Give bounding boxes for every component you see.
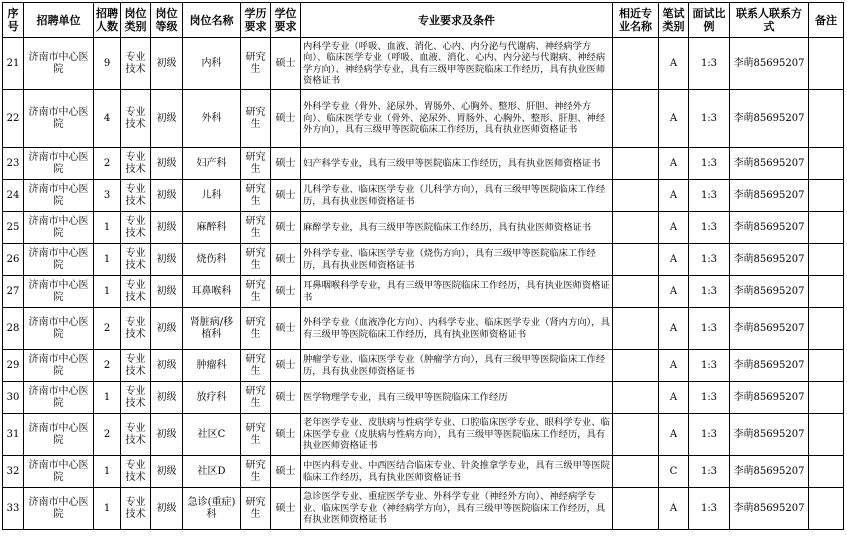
- cell-note: [809, 212, 844, 244]
- cell-requirement: 外科学专业（骨外、泌尿外、胃肠外、心胸外、整形、肝胆、神经外方向）、临床医学专业（骨外、泌尿外、胃肠外、心胸外、整形、肝胆、神经外方向），具有三级甲等医院临床工作经历，具有执业医师资格证书: [301, 90, 613, 148]
- cell-ratio: 1:3: [689, 350, 730, 382]
- cell-contact: 李萌85695207: [730, 38, 809, 90]
- cell-seq: 33: [3, 488, 24, 530]
- recruitment-table: [2, 2, 844, 530]
- cell-seq: 23: [3, 148, 24, 180]
- cell-requirement: 耳鼻咽喉科学专业，具有三级甲等医院临床工作经历，具有执业医师资格证书: [301, 276, 613, 308]
- cell-level: 初级: [151, 350, 183, 382]
- cell-seq: 30: [3, 382, 24, 414]
- cell-count: 2: [94, 308, 121, 350]
- cell-exam: A: [659, 212, 689, 244]
- cell-ratio: 1:3: [689, 90, 730, 148]
- cell-exam: A: [659, 180, 689, 212]
- cell-related: [613, 244, 659, 276]
- cell-category: 专业技术: [121, 38, 151, 90]
- col-related: 相近专业名称: [613, 3, 659, 38]
- cell-exam: A: [659, 148, 689, 180]
- cell-category: 专业技术: [121, 244, 151, 276]
- table-row: [3, 38, 844, 90]
- table-row: [3, 414, 844, 456]
- cell-category: 专业技术: [121, 276, 151, 308]
- table-row: [3, 148, 844, 180]
- cell-contact: 李萌85695207: [730, 276, 809, 308]
- cell-exam: A: [659, 350, 689, 382]
- cell-level: 初级: [151, 148, 183, 180]
- cell-note: [809, 308, 844, 350]
- cell-related: [613, 148, 659, 180]
- col-count: 招聘人数: [94, 3, 121, 38]
- cell-related: [613, 488, 659, 530]
- cell-category: 专业技术: [121, 456, 151, 488]
- cell-position: 耳鼻喉科: [183, 276, 241, 308]
- cell-note: [809, 276, 844, 308]
- cell-related: [613, 90, 659, 148]
- table-row: [3, 350, 844, 382]
- cell-contact: 李萌85695207: [730, 414, 809, 456]
- cell-level: 初级: [151, 456, 183, 488]
- cell-related: [613, 276, 659, 308]
- cell-note: [809, 456, 844, 488]
- cell-edu: 研究生: [241, 414, 271, 456]
- cell-requirement: 儿科学专业、临床医学专业（儿科学方向），具有三级甲等医院临床工作经历，具有执业医师资格证书: [301, 180, 613, 212]
- cell-seq: 25: [3, 212, 24, 244]
- cell-edu: 研究生: [241, 180, 271, 212]
- cell-edu: 研究生: [241, 244, 271, 276]
- cell-degree: 硕士: [271, 148, 301, 180]
- cell-category: 专业技术: [121, 382, 151, 414]
- cell-seq: 28: [3, 308, 24, 350]
- cell-unit: 济南市中心医院: [24, 456, 94, 488]
- cell-ratio: 1:3: [689, 414, 730, 456]
- cell-note: [809, 488, 844, 530]
- cell-position: 肾脏病/移植科: [183, 308, 241, 350]
- cell-unit: 济南市中心医院: [24, 414, 94, 456]
- cell-position: 妇产科: [183, 148, 241, 180]
- cell-contact: 李萌85695207: [730, 488, 809, 530]
- cell-ratio: 1:3: [689, 180, 730, 212]
- cell-category: 专业技术: [121, 180, 151, 212]
- cell-contact: 李萌85695207: [730, 382, 809, 414]
- table-header: [3, 3, 844, 38]
- cell-unit: 济南市中心医院: [24, 148, 94, 180]
- cell-contact: 李萌85695207: [730, 148, 809, 180]
- cell-count: 4: [94, 90, 121, 148]
- cell-note: [809, 38, 844, 90]
- cell-unit: 济南市中心医院: [24, 212, 94, 244]
- cell-requirement: 老年医学专业、皮肤病与性病学专业、口腔临床医学专业、眼科学专业、临床医学专业（皮肤病与性病方向），具有三级甲等医院临床工作经历，具有执业医师资格证书: [301, 414, 613, 456]
- cell-level: 初级: [151, 244, 183, 276]
- table-row: [3, 488, 844, 530]
- cell-exam: A: [659, 382, 689, 414]
- table-row: [3, 180, 844, 212]
- col-note: 备注: [809, 3, 844, 38]
- cell-ratio: 1:3: [689, 244, 730, 276]
- col-degree: 学位要求: [271, 3, 301, 38]
- cell-count: 2: [94, 148, 121, 180]
- cell-level: 初级: [151, 276, 183, 308]
- cell-seq: 22: [3, 90, 24, 148]
- cell-count: 2: [94, 350, 121, 382]
- table-body: [3, 38, 844, 530]
- cell-requirement: 急诊医学专业、重症医学专业、外科学专业（神经外方向）、神经病学专业、临床医学专业（神经病学方向），具有三级甲等医院临床工作经历，具有执业医师资格证书: [301, 488, 613, 530]
- cell-edu: 研究生: [241, 276, 271, 308]
- cell-unit: 济南市中心医院: [24, 488, 94, 530]
- cell-edu: 研究生: [241, 456, 271, 488]
- cell-position: 烧伤科: [183, 244, 241, 276]
- cell-level: 初级: [151, 212, 183, 244]
- cell-contact: 李萌85695207: [730, 180, 809, 212]
- cell-unit: 济南市中心医院: [24, 180, 94, 212]
- cell-degree: 硕士: [271, 414, 301, 456]
- cell-edu: 研究生: [241, 382, 271, 414]
- cell-edu: 研究生: [241, 488, 271, 530]
- cell-exam: C: [659, 456, 689, 488]
- cell-note: [809, 244, 844, 276]
- cell-category: 专业技术: [121, 414, 151, 456]
- cell-seq: 32: [3, 456, 24, 488]
- table-row: [3, 212, 844, 244]
- cell-unit: 济南市中心医院: [24, 244, 94, 276]
- cell-edu: 研究生: [241, 148, 271, 180]
- cell-count: 9: [94, 38, 121, 90]
- cell-count: 1: [94, 382, 121, 414]
- cell-degree: 硕士: [271, 488, 301, 530]
- cell-position: 肿瘤科: [183, 350, 241, 382]
- table-row: [3, 276, 844, 308]
- cell-degree: 硕士: [271, 90, 301, 148]
- cell-category: 专业技术: [121, 212, 151, 244]
- cell-contact: 李萌85695207: [730, 90, 809, 148]
- cell-related: [613, 382, 659, 414]
- cell-seq: 21: [3, 38, 24, 90]
- cell-exam: A: [659, 244, 689, 276]
- cell-seq: 26: [3, 244, 24, 276]
- cell-count: 1: [94, 276, 121, 308]
- cell-level: 初级: [151, 488, 183, 530]
- cell-requirement: 外科学专业（血液净化方向）、内科学专业、临床医学专业（肾内方向），具有三级甲等医院临床工作经历，具有执业医师资格证书: [301, 308, 613, 350]
- cell-level: 初级: [151, 38, 183, 90]
- cell-count: 1: [94, 212, 121, 244]
- cell-position: 社区C: [183, 414, 241, 456]
- col-edu: 学历要求: [241, 3, 271, 38]
- cell-category: 专业技术: [121, 148, 151, 180]
- cell-unit: 济南市中心医院: [24, 382, 94, 414]
- cell-exam: A: [659, 488, 689, 530]
- table-row: [3, 382, 844, 414]
- cell-unit: 济南市中心医院: [24, 308, 94, 350]
- cell-note: [809, 180, 844, 212]
- cell-related: [613, 308, 659, 350]
- cell-exam: A: [659, 308, 689, 350]
- cell-level: 初级: [151, 180, 183, 212]
- cell-degree: 硕士: [271, 180, 301, 212]
- cell-ratio: 1:3: [689, 38, 730, 90]
- cell-edu: 研究生: [241, 90, 271, 148]
- cell-ratio: 1:3: [689, 382, 730, 414]
- cell-count: 3: [94, 180, 121, 212]
- table-row: [3, 90, 844, 148]
- cell-contact: 李萌85695207: [730, 350, 809, 382]
- cell-exam: A: [659, 90, 689, 148]
- cell-ratio: 1:3: [689, 212, 730, 244]
- cell-position: 外科: [183, 90, 241, 148]
- cell-position: 急诊(重症)科: [183, 488, 241, 530]
- cell-count: 1: [94, 244, 121, 276]
- cell-seq: 31: [3, 414, 24, 456]
- cell-exam: A: [659, 38, 689, 90]
- cell-degree: 硕士: [271, 456, 301, 488]
- col-position: 岗位名称: [183, 3, 241, 38]
- cell-requirement: 内科学专业（呼吸、血液、消化、心内、内分泌与代谢病、神经病学方向）、临床医学专业（呼吸、血液、消化、心内、内分泌与代谢病、神经病学方向）、神经病学专业，具有三级甲等医院临床工作经历，具有执业医师资格证书: [301, 38, 613, 90]
- cell-edu: 研究生: [241, 38, 271, 90]
- cell-degree: 硕士: [271, 212, 301, 244]
- cell-degree: 硕士: [271, 308, 301, 350]
- col-category: 岗位类别: [121, 3, 151, 38]
- cell-exam: A: [659, 414, 689, 456]
- cell-edu: 研究生: [241, 212, 271, 244]
- col-unit: 招聘单位: [24, 3, 94, 38]
- table-row: [3, 308, 844, 350]
- cell-contact: 李萌85695207: [730, 308, 809, 350]
- cell-position: 麻醉科: [183, 212, 241, 244]
- cell-category: 专业技术: [121, 308, 151, 350]
- cell-ratio: 1:3: [689, 456, 730, 488]
- cell-unit: 济南市中心医院: [24, 350, 94, 382]
- cell-seq: 27: [3, 276, 24, 308]
- cell-requirement: 医学物理学专业，具有三级甲等医院临床工作经历: [301, 382, 613, 414]
- cell-requirement: 妇产科学专业，具有三级甲等医院临床工作经历，具有执业医师资格证书: [301, 148, 613, 180]
- cell-level: 初级: [151, 382, 183, 414]
- cell-ratio: 1:3: [689, 488, 730, 530]
- col-ratio: 面试比例: [689, 3, 730, 38]
- col-requirement: 专业要求及条件: [301, 3, 613, 38]
- cell-requirement: 外科学专业、临床医学专业（烧伤方向），具有三级甲等医院临床工作经历，具有执业医师资格证书: [301, 244, 613, 276]
- cell-note: [809, 382, 844, 414]
- cell-related: [613, 350, 659, 382]
- cell-degree: 硕士: [271, 244, 301, 276]
- cell-unit: 济南市中心医院: [24, 90, 94, 148]
- cell-note: [809, 414, 844, 456]
- cell-degree: 硕士: [271, 350, 301, 382]
- cell-related: [613, 212, 659, 244]
- cell-related: [613, 456, 659, 488]
- cell-contact: 李萌85695207: [730, 244, 809, 276]
- cell-note: [809, 350, 844, 382]
- cell-contact: 李萌85695207: [730, 212, 809, 244]
- cell-unit: 济南市中心医院: [24, 38, 94, 90]
- cell-degree: 硕士: [271, 276, 301, 308]
- cell-count: 1: [94, 456, 121, 488]
- cell-related: [613, 180, 659, 212]
- cell-count: 2: [94, 414, 121, 456]
- cell-position: 放疗科: [183, 382, 241, 414]
- col-seq: 序号: [3, 3, 24, 38]
- cell-position: 儿科: [183, 180, 241, 212]
- cell-position: 社区D: [183, 456, 241, 488]
- cell-unit: 济南市中心医院: [24, 276, 94, 308]
- cell-degree: 硕士: [271, 382, 301, 414]
- cell-category: 专业技术: [121, 90, 151, 148]
- cell-note: [809, 90, 844, 148]
- table-row: [3, 244, 844, 276]
- cell-edu: 研究生: [241, 308, 271, 350]
- cell-degree: 硕士: [271, 38, 301, 90]
- cell-seq: 29: [3, 350, 24, 382]
- cell-requirement: 肿瘤学专业、临床医学专业（肿瘤学方向），具有三级甲等医院临床工作经历，具有执业医师资格证书: [301, 350, 613, 382]
- cell-level: 初级: [151, 90, 183, 148]
- col-exam: 笔试类别: [659, 3, 689, 38]
- cell-count: 1: [94, 488, 121, 530]
- table-row: [3, 456, 844, 488]
- cell-level: 初级: [151, 414, 183, 456]
- cell-edu: 研究生: [241, 350, 271, 382]
- cell-related: [613, 414, 659, 456]
- cell-requirement: 麻醉学专业，具有三级甲等医院临床工作经历，具有执业医师资格证书: [301, 212, 613, 244]
- cell-related: [613, 38, 659, 90]
- cell-position: 内科: [183, 38, 241, 90]
- cell-ratio: 1:3: [689, 308, 730, 350]
- col-contact: 联系人联系方式: [730, 3, 809, 38]
- col-level: 岗位等级: [151, 3, 183, 38]
- cell-category: 专业技术: [121, 350, 151, 382]
- cell-ratio: 1:3: [689, 276, 730, 308]
- cell-seq: 24: [3, 180, 24, 212]
- cell-level: 初级: [151, 308, 183, 350]
- cell-category: 专业技术: [121, 488, 151, 530]
- cell-contact: 李萌85695207: [730, 456, 809, 488]
- cell-note: [809, 148, 844, 180]
- cell-ratio: 1:3: [689, 148, 730, 180]
- cell-exam: A: [659, 276, 689, 308]
- cell-requirement: 中医内科专业、中西医结合临床专业、针灸推拿学专业，具有三级甲等医院临床工作经历，具有执业医师资格证书: [301, 456, 613, 488]
